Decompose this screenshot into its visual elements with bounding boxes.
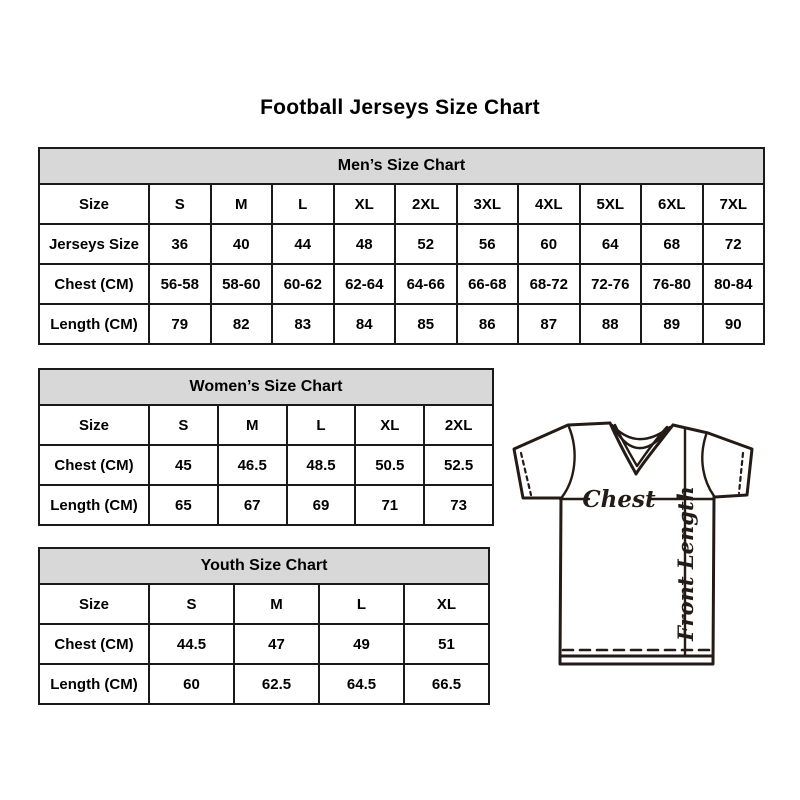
youth-table-title: Youth Size Chart xyxy=(39,548,489,584)
table-row xyxy=(39,445,493,485)
value-cell: 4XL xyxy=(518,184,580,224)
value-cell: 64 xyxy=(580,224,642,264)
page-title: Football Jerseys Size Chart xyxy=(260,96,540,119)
value-cell: 69 xyxy=(287,485,356,525)
value-cell: 56 xyxy=(457,224,519,264)
value-cell: XL xyxy=(355,405,424,445)
value-cell: S xyxy=(149,184,211,224)
value-cell: 80-84 xyxy=(703,264,765,304)
womens-table-title: Women’s Size Chart xyxy=(39,369,493,405)
table-row xyxy=(39,405,493,445)
value-cell: 73 xyxy=(424,485,493,525)
row-label-cell: Chest (CM) xyxy=(39,445,149,485)
jersey-collar-inner xyxy=(615,425,667,466)
row-label-cell: Size xyxy=(39,405,149,445)
row-label-cell: Chest (CM) xyxy=(39,264,149,304)
table-caption-row xyxy=(39,548,489,584)
value-cell: 49 xyxy=(319,624,404,664)
value-cell: 47 xyxy=(234,624,319,664)
value-cell: 68-72 xyxy=(518,264,580,304)
value-cell: L xyxy=(319,584,404,624)
row-label-cell: Length (CM) xyxy=(39,664,149,704)
value-cell: 44 xyxy=(272,224,334,264)
value-cell: 46.5 xyxy=(218,445,287,485)
value-cell: 87 xyxy=(518,304,580,344)
value-cell: 66.5 xyxy=(404,664,489,704)
value-cell: 65 xyxy=(149,485,218,525)
value-cell: 60 xyxy=(518,224,580,264)
value-cell: 2XL xyxy=(395,184,457,224)
table-row xyxy=(39,664,489,704)
value-cell: 67 xyxy=(218,485,287,525)
value-cell: 72-76 xyxy=(580,264,642,304)
row-label-cell: Length (CM) xyxy=(39,304,149,344)
value-cell: 60-62 xyxy=(272,264,334,304)
value-cell: 51 xyxy=(404,624,489,664)
row-label-cell: Length (CM) xyxy=(39,485,149,525)
youth-size-table xyxy=(38,547,490,705)
value-cell: L xyxy=(287,405,356,445)
table-row xyxy=(39,184,764,224)
value-cell: 84 xyxy=(334,304,396,344)
value-cell: 62.5 xyxy=(234,664,319,704)
value-cell: 79 xyxy=(149,304,211,344)
value-cell: 3XL xyxy=(457,184,519,224)
row-label-cell: Size xyxy=(39,184,149,224)
value-cell: 48 xyxy=(334,224,396,264)
value-cell: 82 xyxy=(211,304,273,344)
jersey-right-armhole-seam xyxy=(702,435,714,496)
womens-size-table xyxy=(38,368,494,526)
value-cell: 60 xyxy=(149,664,234,704)
value-cell: M xyxy=(234,584,319,624)
row-label-cell: Size xyxy=(39,584,149,624)
value-cell: XL xyxy=(334,184,396,224)
table-row xyxy=(39,264,764,304)
value-cell: 68 xyxy=(641,224,703,264)
value-cell: 58-60 xyxy=(211,264,273,304)
table-row xyxy=(39,224,764,264)
front-length-label: Front Length xyxy=(673,486,698,641)
value-cell: M xyxy=(218,405,287,445)
value-cell: 62-64 xyxy=(334,264,396,304)
jersey-measurement-diagram xyxy=(500,402,770,687)
table-caption-row xyxy=(39,369,493,405)
value-cell: 72 xyxy=(703,224,765,264)
value-cell: 50.5 xyxy=(355,445,424,485)
value-cell: 56-58 xyxy=(149,264,211,304)
row-label-cell: Jerseys Size xyxy=(39,224,149,264)
value-cell: 76-80 xyxy=(641,264,703,304)
value-cell: 44.5 xyxy=(149,624,234,664)
jersey-left-armhole-seam xyxy=(562,427,575,497)
value-cell: 66-68 xyxy=(457,264,519,304)
value-cell: L xyxy=(272,184,334,224)
value-cell: M xyxy=(211,184,273,224)
value-cell: 83 xyxy=(272,304,334,344)
value-cell: 52.5 xyxy=(424,445,493,485)
right-cuff-stitch-line xyxy=(739,453,743,493)
value-cell: 71 xyxy=(355,485,424,525)
value-cell: 89 xyxy=(641,304,703,344)
value-cell: 6XL xyxy=(641,184,703,224)
value-cell: S xyxy=(149,584,234,624)
value-cell: 36 xyxy=(149,224,211,264)
table-row xyxy=(39,304,764,344)
value-cell: 45 xyxy=(149,445,218,485)
table-caption-row xyxy=(39,148,764,184)
value-cell: 52 xyxy=(395,224,457,264)
chest-label: Chest xyxy=(582,486,656,513)
value-cell: 2XL xyxy=(424,405,493,445)
value-cell: 40 xyxy=(211,224,273,264)
table-row xyxy=(39,624,489,664)
value-cell: S xyxy=(149,405,218,445)
value-cell: 5XL xyxy=(580,184,642,224)
value-cell: 88 xyxy=(580,304,642,344)
table-row xyxy=(39,485,493,525)
value-cell: 64-66 xyxy=(395,264,457,304)
table-row xyxy=(39,584,489,624)
value-cell: 86 xyxy=(457,304,519,344)
value-cell: 85 xyxy=(395,304,457,344)
value-cell: 48.5 xyxy=(287,445,356,485)
mens-table-title: Men’s Size Chart xyxy=(39,148,764,184)
value-cell: XL xyxy=(404,584,489,624)
value-cell: 90 xyxy=(703,304,765,344)
mens-size-table xyxy=(38,147,765,345)
value-cell: 64.5 xyxy=(319,664,404,704)
row-label-cell: Chest (CM) xyxy=(39,624,149,664)
value-cell: 7XL xyxy=(703,184,765,224)
